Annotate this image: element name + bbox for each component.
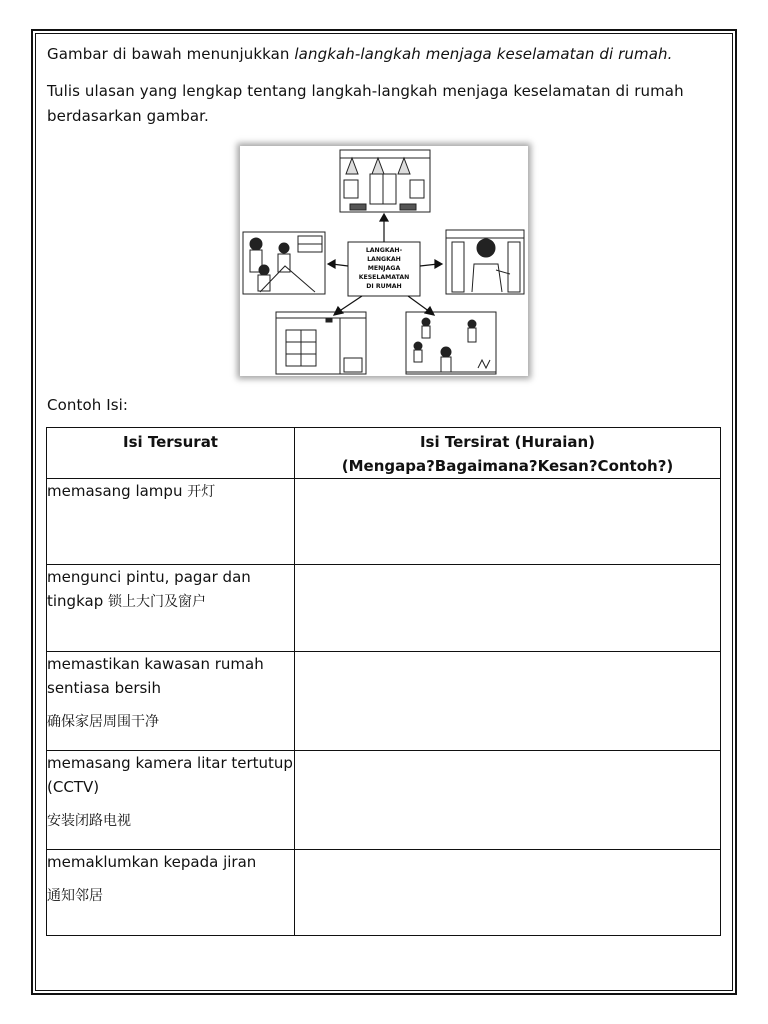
panel-cleaning [446,230,524,294]
row-4-zh: 安装闭路电视 [47,813,131,829]
table-row [47,565,721,652]
center-line-4: KESELAMATAN [358,274,410,281]
row-1-tersirat[interactable] [295,479,721,565]
intro-line-2: Tulis ulasan yang lengkap tentang langkah-langkah menjaga keselamatan di rumah berdasarkan gambar. [47,82,684,125]
center-line-1: LANGKAH- [365,247,403,254]
row-4-tersurat [47,751,295,850]
row-2-tersurat [47,565,295,652]
panel-cctv [276,312,366,374]
header-isi-tersirat [295,428,721,479]
center-line-3: MENJAGA [367,265,401,272]
row-4-tersirat[interactable] [295,751,721,850]
header-col2-line2: (Mengapa?Bagaimana?Kesan?Contoh?) [341,457,674,475]
table-row [47,479,721,565]
intro-normal: Gambar di bawah menunjukkan [47,45,295,63]
row-3-tersirat[interactable] [295,652,721,751]
intro-line-1 [47,42,673,67]
figure-illustration [240,146,528,376]
row-5-zh: 通知邻居 [47,888,103,904]
panel-neighbours [406,312,496,374]
row-2-tersirat[interactable] [295,565,721,652]
row-4-ms: memasang kamera litar tertutup (CCTV) [47,754,293,796]
row-5-tersirat[interactable] [295,850,721,936]
table-row [47,751,721,850]
intro-italic: langkah-langkah menjaga keselamatan di rumah. [294,45,673,63]
header-isi-tersurat: Isi Tersurat [47,428,295,479]
isi-table [46,427,721,936]
row-3-ms: memastikan kawasan rumah sentiasa bersih [47,655,264,697]
center-line-5: DI RUMAH [366,283,402,290]
header-col2-line1: Isi Tersirat (Huraian) [419,433,596,451]
row-5-ms: memaklumkan kepada jiran [47,853,257,871]
row-1-ms: memasang lampu [47,482,183,500]
safety-steps-figure [240,146,528,376]
panel-locking [243,232,325,294]
center-line-2: LANGKAH [367,256,401,263]
row-3-tersurat [47,652,295,751]
table-header-row [47,428,721,479]
row-2-zh: 锁上大门及窗户 [108,594,206,610]
table-row [47,850,721,936]
row-5-tersurat [47,850,295,936]
row-1-zh: 开灯 [187,484,216,500]
row-3-zh: 确保家居周围干净 [47,714,159,730]
row-1-tersurat [47,479,295,565]
table-row [47,652,721,751]
contoh-isi-label: Contoh Isi: [47,396,129,414]
panel-lamps [340,150,430,212]
row-2-ms: mengunci pintu, pagar dan tingkap [47,568,251,610]
